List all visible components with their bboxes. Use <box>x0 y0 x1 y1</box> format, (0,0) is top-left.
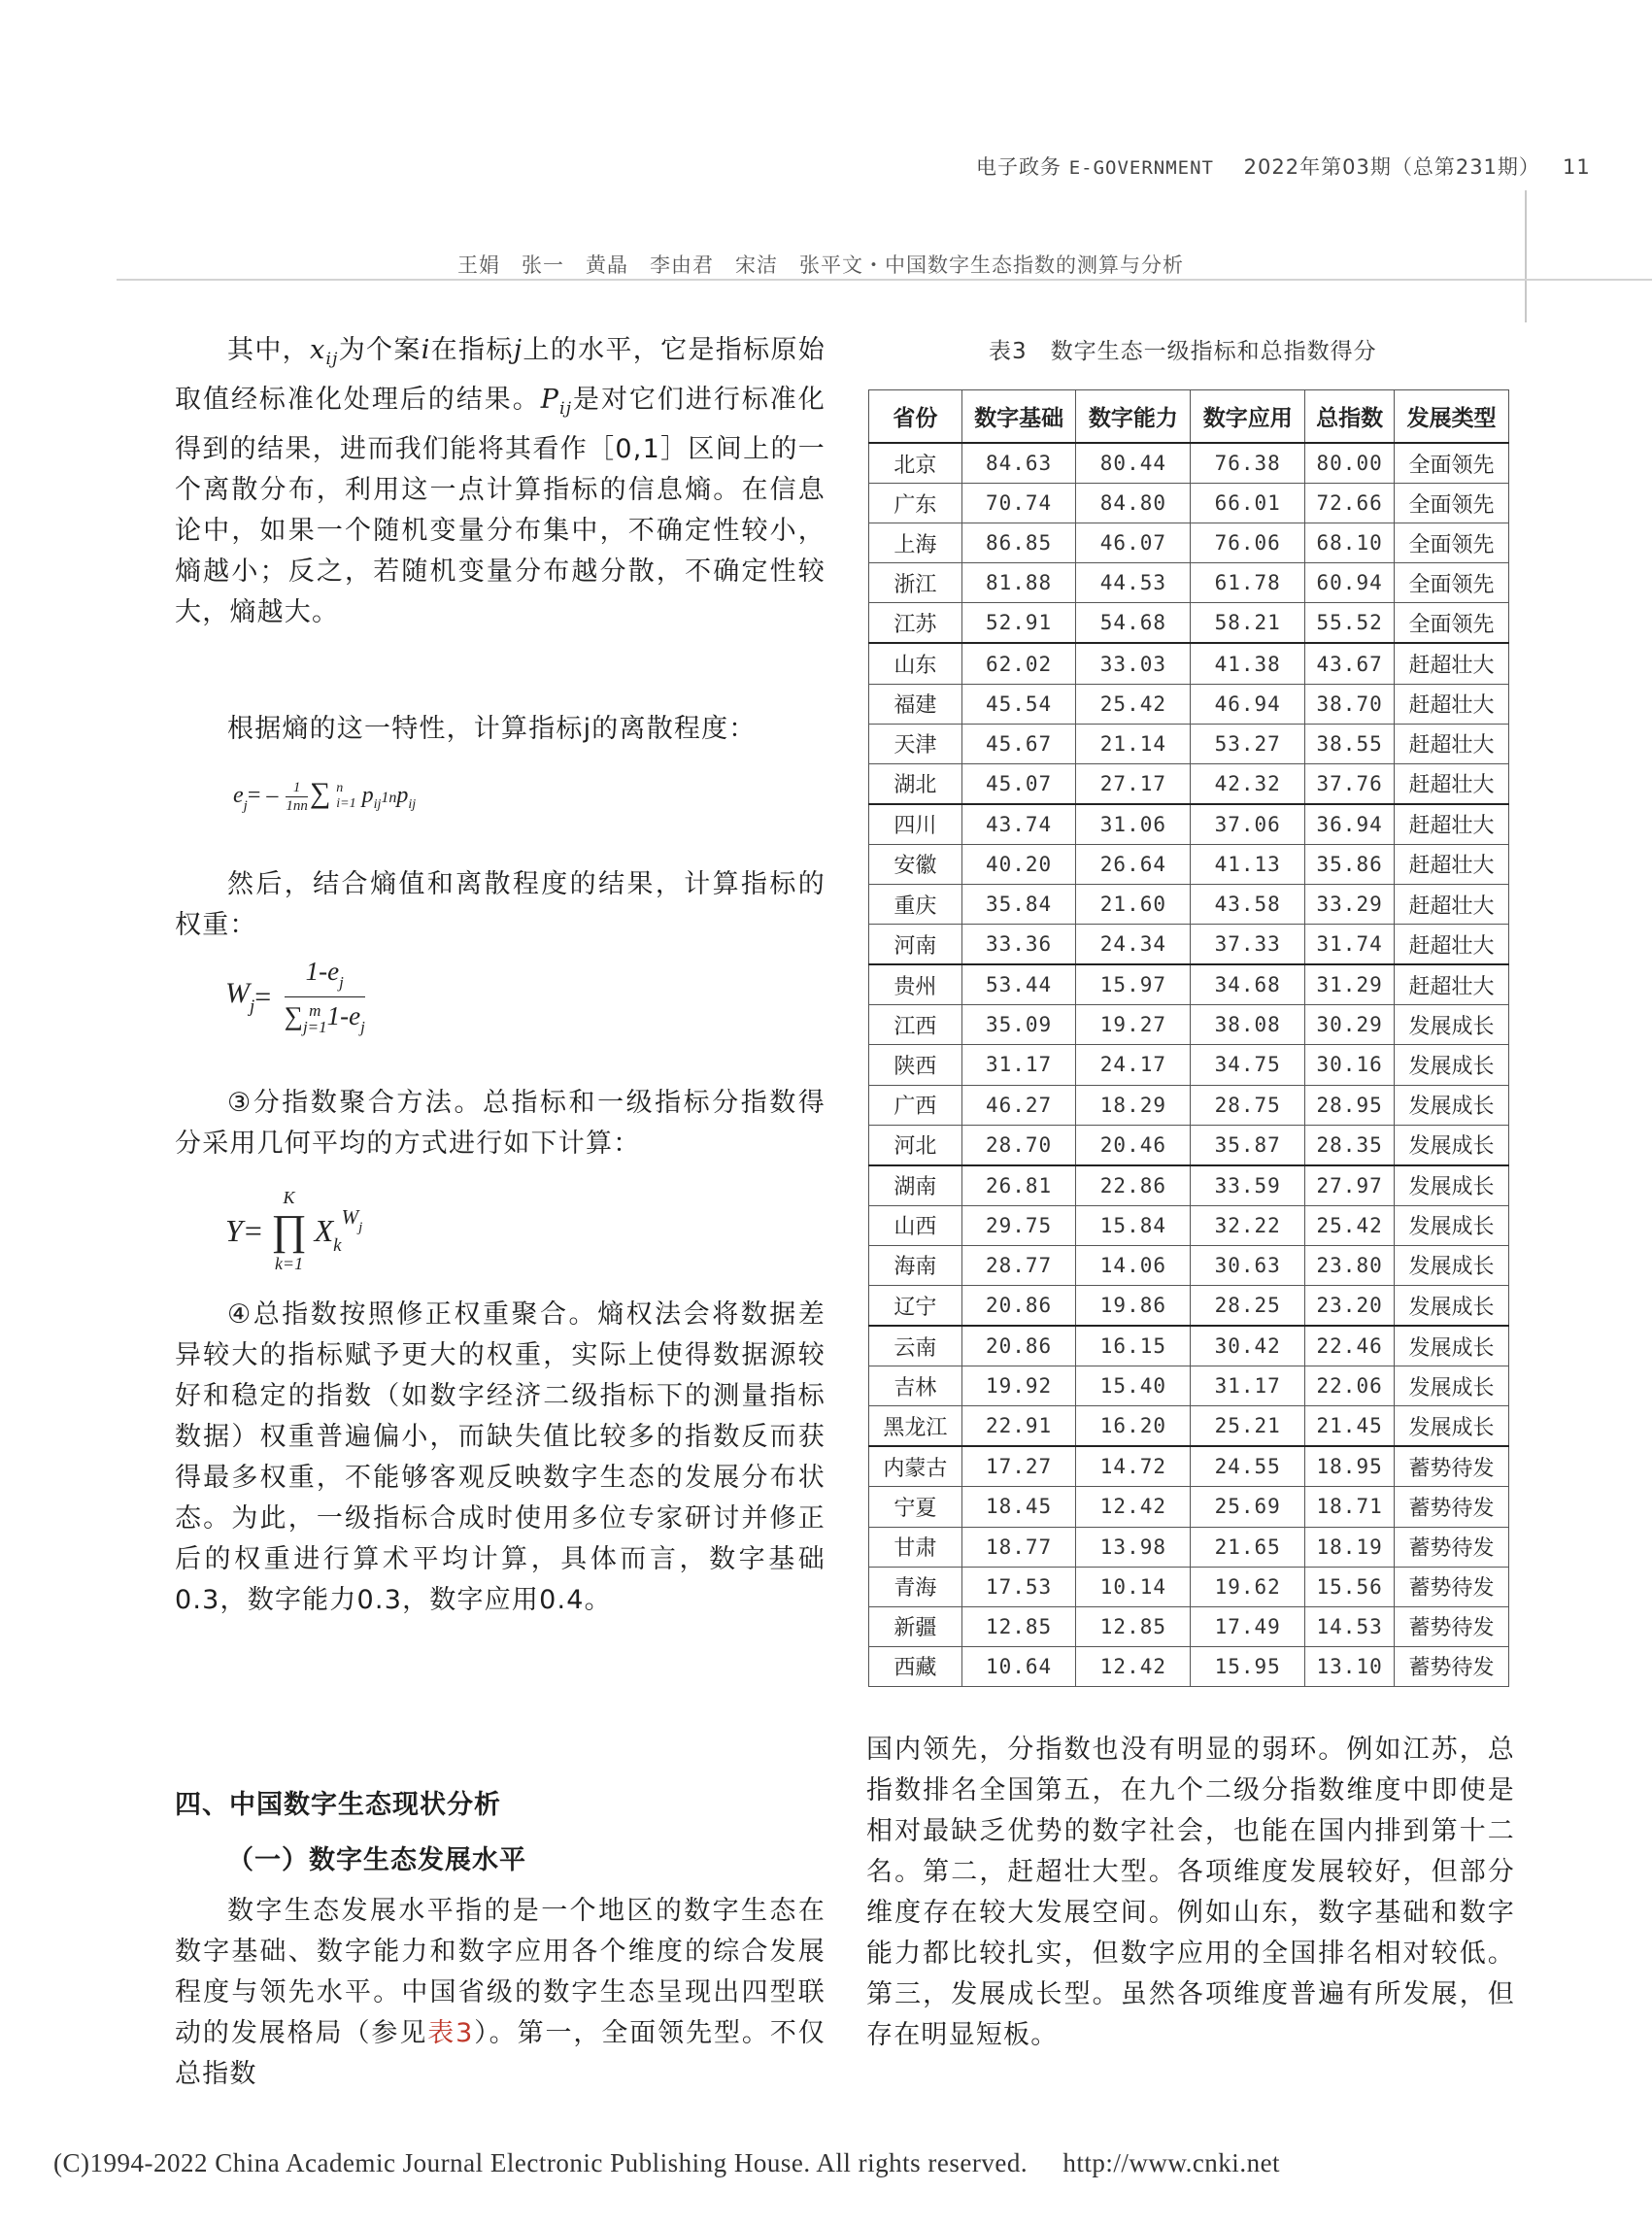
score-cell: 52.91 <box>961 603 1076 644</box>
score-cell: 24.34 <box>1076 925 1191 965</box>
type-cell: 蓄势待发 <box>1395 1527 1509 1567</box>
table-row <box>869 964 1509 1005</box>
province-cell: 浙江 <box>869 563 962 603</box>
score-cell: 81.88 <box>961 563 1076 603</box>
score-cell: 19.92 <box>961 1366 1076 1406</box>
type-cell: 赶超壮大 <box>1395 763 1509 804</box>
score-cell: 29.75 <box>961 1205 1076 1245</box>
province-cell: 四川 <box>869 804 962 845</box>
type-cell: 发展成长 <box>1395 1285 1509 1326</box>
score-cell: 20.46 <box>1076 1125 1191 1165</box>
score-cell: 14.06 <box>1076 1245 1191 1285</box>
score-cell: 17.27 <box>961 1446 1076 1487</box>
type-cell: 全面领先 <box>1395 523 1509 563</box>
score-cell: 27.97 <box>1305 1165 1395 1206</box>
score-cell: 76.38 <box>1191 443 1305 484</box>
score-cell: 30.29 <box>1305 1005 1395 1045</box>
column-header: 数字基础 <box>961 390 1076 444</box>
table-reference-link[interactable]: 表3 <box>427 2018 474 2048</box>
table-row <box>869 684 1509 724</box>
table-row <box>869 1045 1509 1085</box>
score-cell: 72.66 <box>1305 484 1395 523</box>
copyright-text: (C)1994-2022 China Academic Journal Electronic Publishing House. All rights reserved. <box>53 2148 1028 2177</box>
score-cell: 18.45 <box>961 1487 1076 1527</box>
score-cell: 26.64 <box>1076 844 1191 884</box>
score-cell: 22.06 <box>1305 1366 1395 1406</box>
table-row <box>869 1205 1509 1245</box>
score-cell: 15.95 <box>1191 1646 1305 1686</box>
score-cell: 43.74 <box>961 804 1076 845</box>
score-cell: 23.20 <box>1305 1285 1395 1326</box>
province-cell: 河北 <box>869 1125 962 1165</box>
table-row <box>869 1005 1509 1045</box>
score-cell: 37.33 <box>1191 925 1305 965</box>
score-cell: 35.09 <box>961 1005 1076 1045</box>
copyright-footer <box>53 2148 1280 2178</box>
cnki-url[interactable]: http://www.cnki.net <box>1062 2148 1281 2177</box>
score-cell: 31.17 <box>1191 1366 1305 1406</box>
province-cell: 海南 <box>869 1245 962 1285</box>
score-cell: 15.40 <box>1076 1366 1191 1406</box>
formula-entropy: $e_j=$ – $\frac{1}{1nn}$ ∑ n i=1 $p_{ij}1np_{ij}$ <box>233 777 417 814</box>
paragraph-aggregation: ③分指数聚合方法。总指标和一级指标分指数得分采用几何平均的方式进行如下计算： <box>175 1088 826 1159</box>
score-cell: 70.74 <box>961 484 1076 523</box>
score-cell: 60.94 <box>1305 563 1395 603</box>
score-cell: 25.21 <box>1191 1406 1305 1447</box>
score-cell: 40.20 <box>961 844 1076 884</box>
type-cell: 发展成长 <box>1395 1165 1509 1206</box>
score-cell: 19.86 <box>1076 1285 1191 1326</box>
score-cell: 80.00 <box>1305 443 1395 484</box>
score-cell: 43.67 <box>1305 643 1395 684</box>
score-cell: 46.07 <box>1076 523 1191 563</box>
province-cell: 宁夏 <box>869 1487 962 1527</box>
table-row <box>869 1125 1509 1165</box>
score-cell: 42.32 <box>1191 763 1305 804</box>
province-cell: 江西 <box>869 1005 962 1045</box>
score-cell: 58.21 <box>1191 603 1305 644</box>
score-cell: 43.58 <box>1191 885 1305 925</box>
column-header: 省份 <box>869 390 962 444</box>
score-cell: 20.86 <box>961 1285 1076 1326</box>
province-cell: 河南 <box>869 925 962 965</box>
score-cell: 31.17 <box>961 1045 1076 1085</box>
table-row <box>869 1165 1509 1206</box>
type-cell: 全面领先 <box>1395 603 1509 644</box>
province-cell: 吉林 <box>869 1366 962 1406</box>
column-header: 数字应用 <box>1191 390 1305 444</box>
score-cell: 21.14 <box>1076 724 1191 763</box>
score-cell: 30.16 <box>1305 1045 1395 1085</box>
type-cell: 赶超壮大 <box>1395 964 1509 1005</box>
score-cell: 38.70 <box>1305 684 1395 724</box>
type-cell: 发展成长 <box>1395 1326 1509 1366</box>
formula-weight: $W_j=$ $1-e_j$ ∑ m j=1 $1-e_j$ <box>225 957 365 1036</box>
score-cell: 21.65 <box>1191 1527 1305 1567</box>
type-cell: 发展成长 <box>1395 1125 1509 1165</box>
score-cell: 26.81 <box>961 1165 1076 1206</box>
table-body <box>869 443 1509 1686</box>
province-cell: 广东 <box>869 484 962 523</box>
score-cell: 31.29 <box>1305 964 1395 1005</box>
table-row <box>869 1487 1509 1527</box>
score-cell: 76.06 <box>1191 523 1305 563</box>
score-cell: 22.46 <box>1305 1326 1395 1366</box>
score-cell: 35.86 <box>1305 844 1395 884</box>
score-cell: 33.29 <box>1305 885 1395 925</box>
score-cell: 27.17 <box>1076 763 1191 804</box>
province-cell: 广西 <box>869 1085 962 1125</box>
score-cell: 23.80 <box>1305 1245 1395 1285</box>
score-cell: 14.72 <box>1076 1446 1191 1487</box>
type-cell: 蓄势待发 <box>1395 1606 1509 1646</box>
type-cell: 发展成长 <box>1395 1085 1509 1125</box>
score-cell: 17.53 <box>961 1567 1076 1606</box>
header-divider-horizontal <box>117 279 1652 281</box>
table-row <box>869 1527 1509 1567</box>
paragraph-development-level: 数字生态发展水平指的是一个地区的数字生态在数字基础、数字能力和数字应用各个维度的综合发展程度与领先水平。中国省级的数字生态呈现出四型联动的发展格局（参见表3）。第一，全面领先型。不仅总指数 <box>175 1896 826 2089</box>
type-cell: 发展成长 <box>1395 1366 1509 1406</box>
type-cell: 全面领先 <box>1395 443 1509 484</box>
province-cell: 湖南 <box>869 1165 962 1206</box>
type-cell: 赶超壮大 <box>1395 804 1509 845</box>
table-row <box>869 1406 1509 1447</box>
column-header: 数字能力 <box>1076 390 1191 444</box>
province-cell: 北京 <box>869 443 962 484</box>
province-cell: 青海 <box>869 1567 962 1606</box>
score-cell: 17.49 <box>1191 1606 1305 1646</box>
table-row <box>869 763 1509 804</box>
score-cell: 22.86 <box>1076 1165 1191 1206</box>
journal-name-en: E-GOVERNMENT <box>1068 157 1214 179</box>
score-cell: 21.45 <box>1305 1406 1395 1447</box>
table-row <box>869 724 1509 763</box>
score-cell: 25.42 <box>1076 684 1191 724</box>
score-cell: 28.35 <box>1305 1125 1395 1165</box>
score-cell: 33.59 <box>1191 1165 1305 1206</box>
paragraph-types-continued: 国内领先，分指数也没有明显的弱环。例如江苏，总指数排名全国第五，在九个二级分指数维度中即使是相对最缺乏优势的数字社会，也能在国内排到第十二名。第二，赶超壮大型。各项维度发展较好，但部分维度存在较大发展空间。例如山东，数字基础和数字能力都比较扎实，但数字应用的全国排名相对较低。第三，发展成长型。虽然各项维度普遍有所发展，但存在明显短板。 <box>866 1735 1515 2050</box>
score-cell: 68.10 <box>1305 523 1395 563</box>
score-cell: 21.60 <box>1076 885 1191 925</box>
paragraph-definition: 其中，$x_{ij}$为个案i在指标j上的水平，它是指标原始取值经标准化处理后的结果。$P_{ij}$是对它们进行标准化得到的结果，进而我们能将其看作［0,1］区间上的一个离散分布，利用这一点计算指标的信息熵。在信息论中，如果一个随机变量分布集中，不确定性较小，熵越小；反之，若随机变量分布越分散，不确定性较大，熵越大。 <box>175 335 826 627</box>
paragraph-weight: 然后，结合熵值和离散程度的结果，计算指标的权重： <box>175 869 826 940</box>
score-cell: 66.01 <box>1191 484 1305 523</box>
table-row <box>869 484 1509 523</box>
score-cell: 31.74 <box>1305 925 1395 965</box>
score-cell: 30.63 <box>1191 1245 1305 1285</box>
paragraph-weight-correction: ④总指数按照修正权重聚合。熵权法会将数据差异较大的指标赋予更大的权重，实际上使得数据源较好和稳定的指数（如数字经济二级指标下的测量指标数据）权重普遍偏小，而缺失值比较多的指数反而获得最多权重，不能够客观反映数字生态的发展分布状态。为此，一级指标合成时使用多位专家研讨并修正后的权重进行算术平均计算，具体而言，数字基础0.3，数字能力0.3，数字应用0.4。 <box>175 1299 826 1615</box>
score-cell: 33.36 <box>961 925 1076 965</box>
province-cell: 山东 <box>869 643 962 684</box>
table-row <box>869 1366 1509 1406</box>
score-cell: 55.52 <box>1305 603 1395 644</box>
province-cell: 辽宁 <box>869 1285 962 1326</box>
score-cell: 35.84 <box>961 885 1076 925</box>
province-cell: 新疆 <box>869 1606 962 1646</box>
score-cell: 32.22 <box>1191 1205 1305 1245</box>
province-cell: 甘肃 <box>869 1527 962 1567</box>
score-cell: 34.68 <box>1191 964 1305 1005</box>
score-cell: 36.94 <box>1305 804 1395 845</box>
table-row <box>869 844 1509 884</box>
table-row <box>869 1446 1509 1487</box>
table-row <box>869 1245 1509 1285</box>
score-cell: 18.95 <box>1305 1446 1395 1487</box>
province-cell: 湖北 <box>869 763 962 804</box>
score-cell: 18.77 <box>961 1527 1076 1567</box>
score-cell: 35.87 <box>1191 1125 1305 1165</box>
score-cell: 24.55 <box>1191 1446 1305 1487</box>
province-cell: 山西 <box>869 1205 962 1245</box>
type-cell: 赶超壮大 <box>1395 885 1509 925</box>
score-cell: 15.97 <box>1076 964 1191 1005</box>
table-row <box>869 523 1509 563</box>
type-cell: 赶超壮大 <box>1395 684 1509 724</box>
score-cell: 46.94 <box>1191 684 1305 724</box>
type-cell: 发展成长 <box>1395 1045 1509 1085</box>
table-row <box>869 1285 1509 1326</box>
score-cell: 34.75 <box>1191 1045 1305 1085</box>
type-cell: 发展成长 <box>1395 1005 1509 1045</box>
score-cell: 13.10 <box>1305 1646 1395 1686</box>
score-cell: 24.17 <box>1076 1045 1191 1085</box>
table-row <box>869 643 1509 684</box>
type-cell: 蓄势待发 <box>1395 1487 1509 1527</box>
score-cell: 12.42 <box>1076 1646 1191 1686</box>
score-cell: 28.75 <box>1191 1085 1305 1125</box>
table-row <box>869 1326 1509 1366</box>
score-cell: 54.68 <box>1076 603 1191 644</box>
score-cell: 45.54 <box>961 684 1076 724</box>
type-cell: 全面领先 <box>1395 563 1509 603</box>
province-cell: 贵州 <box>869 964 962 1005</box>
table-caption: 表3 数字生态一级指标和总指数得分 <box>989 339 1377 364</box>
running-header <box>976 152 1591 181</box>
score-cell: 53.44 <box>961 964 1076 1005</box>
table-row <box>869 563 1509 603</box>
score-cell: 37.06 <box>1191 804 1305 845</box>
column-header: 发展类型 <box>1395 390 1509 444</box>
table-row <box>869 885 1509 925</box>
score-cell: 18.19 <box>1305 1527 1395 1567</box>
score-cell: 37.76 <box>1305 763 1395 804</box>
score-cell: 22.91 <box>961 1406 1076 1447</box>
score-cell: 10.14 <box>1076 1567 1191 1606</box>
province-cell: 云南 <box>869 1326 962 1366</box>
province-cell: 内蒙古 <box>869 1446 962 1487</box>
section-heading: 四、中国数字生态现状分析 <box>175 1790 501 1820</box>
type-cell: 赶超壮大 <box>1395 643 1509 684</box>
table-row <box>869 925 1509 965</box>
issue-info: 2022年第03期（总第231期） <box>1243 155 1540 179</box>
score-cell: 12.42 <box>1076 1487 1191 1527</box>
type-cell: 蓄势待发 <box>1395 1446 1509 1487</box>
score-cell: 19.62 <box>1191 1567 1305 1606</box>
column-header: 总指数 <box>1305 390 1395 444</box>
province-cell: 福建 <box>869 684 962 724</box>
type-cell: 赶超壮大 <box>1395 724 1509 763</box>
score-cell: 20.86 <box>961 1326 1076 1366</box>
score-cell: 12.85 <box>961 1606 1076 1646</box>
journal-name: 电子政务 <box>976 155 1062 179</box>
table-row <box>869 603 1509 644</box>
score-cell: 25.42 <box>1305 1205 1395 1245</box>
type-cell: 赶超壮大 <box>1395 844 1509 884</box>
score-cell: 10.64 <box>961 1646 1076 1686</box>
type-cell: 发展成长 <box>1395 1205 1509 1245</box>
header-divider-vertical <box>1525 190 1527 322</box>
score-cell: 41.38 <box>1191 643 1305 684</box>
score-cell: 45.07 <box>961 763 1076 804</box>
article-byline: 王娟 张一 黄晶 李由君 宋洁 张平文・中国数字生态指数的测算与分析 <box>457 253 1184 277</box>
formula-geometric-mean: Y= K ∏ k=1 $X_k^{Wj}$ <box>225 1188 363 1273</box>
score-cell: 16.15 <box>1076 1326 1191 1366</box>
score-cell: 86.85 <box>961 523 1076 563</box>
score-cell: 38.08 <box>1191 1005 1305 1045</box>
table-row <box>869 1606 1509 1646</box>
score-cell: 28.77 <box>961 1245 1076 1285</box>
type-cell: 发展成长 <box>1395 1245 1509 1285</box>
province-cell: 黑龙江 <box>869 1406 962 1447</box>
score-cell: 41.13 <box>1191 844 1305 884</box>
score-cell: 45.67 <box>961 724 1076 763</box>
province-cell: 陕西 <box>869 1045 962 1085</box>
index-score-table <box>868 389 1509 1687</box>
table-row <box>869 1085 1509 1125</box>
type-cell: 蓄势待发 <box>1395 1567 1509 1606</box>
type-cell: 赶超壮大 <box>1395 925 1509 965</box>
table-row <box>869 804 1509 845</box>
score-cell: 18.29 <box>1076 1085 1191 1125</box>
score-cell: 62.02 <box>961 643 1076 684</box>
score-cell: 46.27 <box>961 1085 1076 1125</box>
score-cell: 19.27 <box>1076 1005 1191 1045</box>
table-row <box>869 1567 1509 1606</box>
page-number: 11 <box>1562 155 1591 179</box>
type-cell: 蓄势待发 <box>1395 1646 1509 1686</box>
province-cell: 江苏 <box>869 603 962 644</box>
score-cell: 25.69 <box>1191 1487 1305 1527</box>
province-cell: 重庆 <box>869 885 962 925</box>
table-row <box>869 1646 1509 1686</box>
score-cell: 33.03 <box>1076 643 1191 684</box>
score-cell: 18.71 <box>1305 1487 1395 1527</box>
score-cell: 30.42 <box>1191 1326 1305 1366</box>
score-cell: 12.85 <box>1076 1606 1191 1646</box>
score-cell: 61.78 <box>1191 563 1305 603</box>
province-cell: 上海 <box>869 523 962 563</box>
score-cell: 15.84 <box>1076 1205 1191 1245</box>
score-cell: 28.95 <box>1305 1085 1395 1125</box>
paragraph-dispersion: 根据熵的这一特性，计算指标j的离散程度： <box>227 714 757 744</box>
province-cell: 天津 <box>869 724 962 763</box>
table-header-row <box>869 390 1509 444</box>
score-cell: 31.06 <box>1076 804 1191 845</box>
score-cell: 28.25 <box>1191 1285 1305 1326</box>
score-cell: 53.27 <box>1191 724 1305 763</box>
type-cell: 全面领先 <box>1395 484 1509 523</box>
score-cell: 15.56 <box>1305 1567 1395 1606</box>
score-cell: 28.70 <box>961 1125 1076 1165</box>
score-cell: 13.98 <box>1076 1527 1191 1567</box>
table-row <box>869 443 1509 484</box>
score-cell: 84.63 <box>961 443 1076 484</box>
score-cell: 84.80 <box>1076 484 1191 523</box>
score-cell: 44.53 <box>1076 563 1191 603</box>
score-cell: 16.20 <box>1076 1406 1191 1447</box>
province-cell: 安徽 <box>869 844 962 884</box>
score-cell: 38.55 <box>1305 724 1395 763</box>
type-cell: 发展成长 <box>1395 1406 1509 1447</box>
score-cell: 80.44 <box>1076 443 1191 484</box>
subsection-heading: （一）数字生态发展水平 <box>227 1845 526 1875</box>
province-cell: 西藏 <box>869 1646 962 1686</box>
score-cell: 14.53 <box>1305 1606 1395 1646</box>
